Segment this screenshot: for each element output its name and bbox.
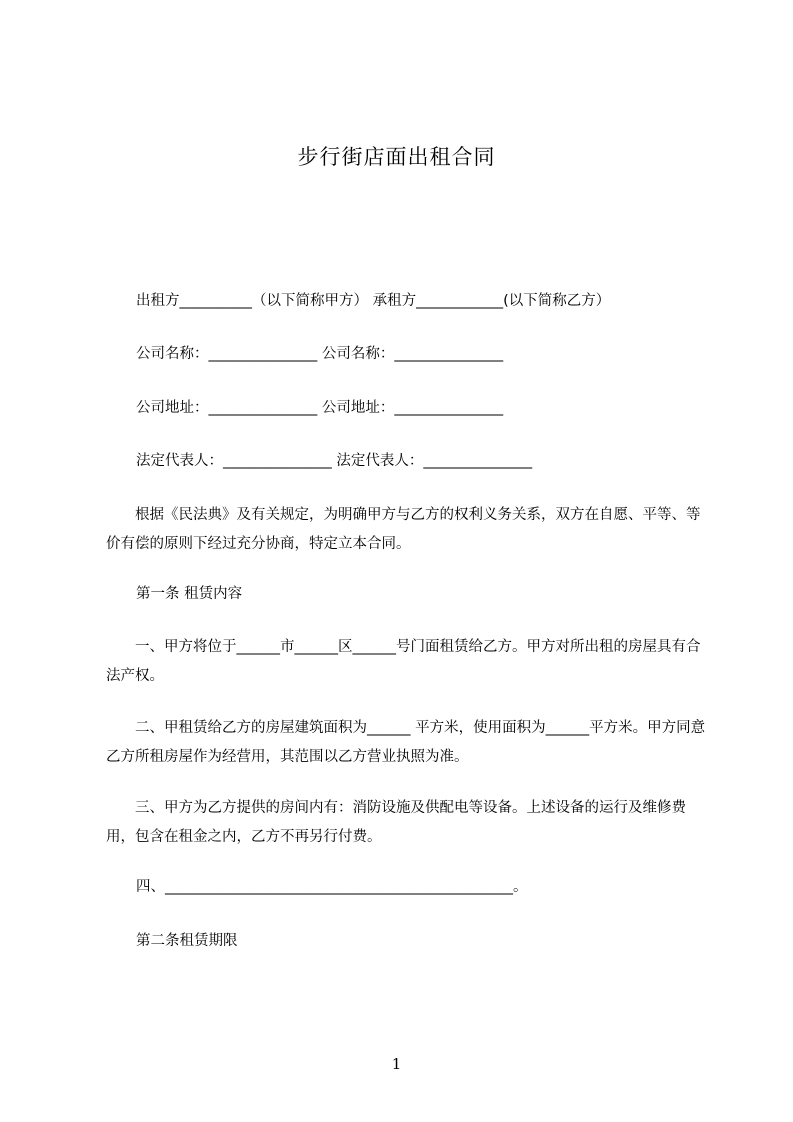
company-address-line: 公司地址：_______________ 公司地址：_______________: [136, 400, 504, 416]
clause-1-paragraph: 一、甲方将位于______市______区______号门面租赁给乙方。甲方对所出租的房屋具有合法产权。: [106, 639, 701, 684]
legal-representative-line: 法定代表人：_______________ 法定代表人：_______________: [136, 453, 533, 469]
clause-3-paragraph: 三、甲方为乙方提供的房间内有：消防设施及供配电等设备。上述设备的运行及维修费用，包含在租金之内，乙方不再另行付费。: [106, 800, 686, 845]
clause-4-line: 四、________________________________________________。: [136, 879, 528, 895]
parties-line: 出租方__________（以下简称甲方） 承租方____________(以下简称乙方）: [136, 293, 611, 309]
document-title: 步行街店面出租合同: [297, 145, 496, 169]
article-1-heading: 第一条 租赁内容: [136, 586, 243, 602]
page-number: 1: [391, 1055, 402, 1073]
company-name-line: 公司名称：_______________ 公司名称：_______________: [136, 346, 504, 362]
preamble-paragraph: 根据《民法典》及有关规定，为明确甲方与乙方的权利义务关系，双方在自愿、平等、等价有偿的原则下经过充分协商，特定立本合同。: [106, 507, 701, 552]
clause-2-paragraph: 二、甲租赁给乙方的房屋建筑面积为______ 平方米，使用面积为______平方米。甲方同意乙方所租房屋作为经营用，其范围以乙方营业执照为准。: [106, 720, 706, 765]
article-2-heading: 第二条租赁期限: [136, 933, 238, 949]
